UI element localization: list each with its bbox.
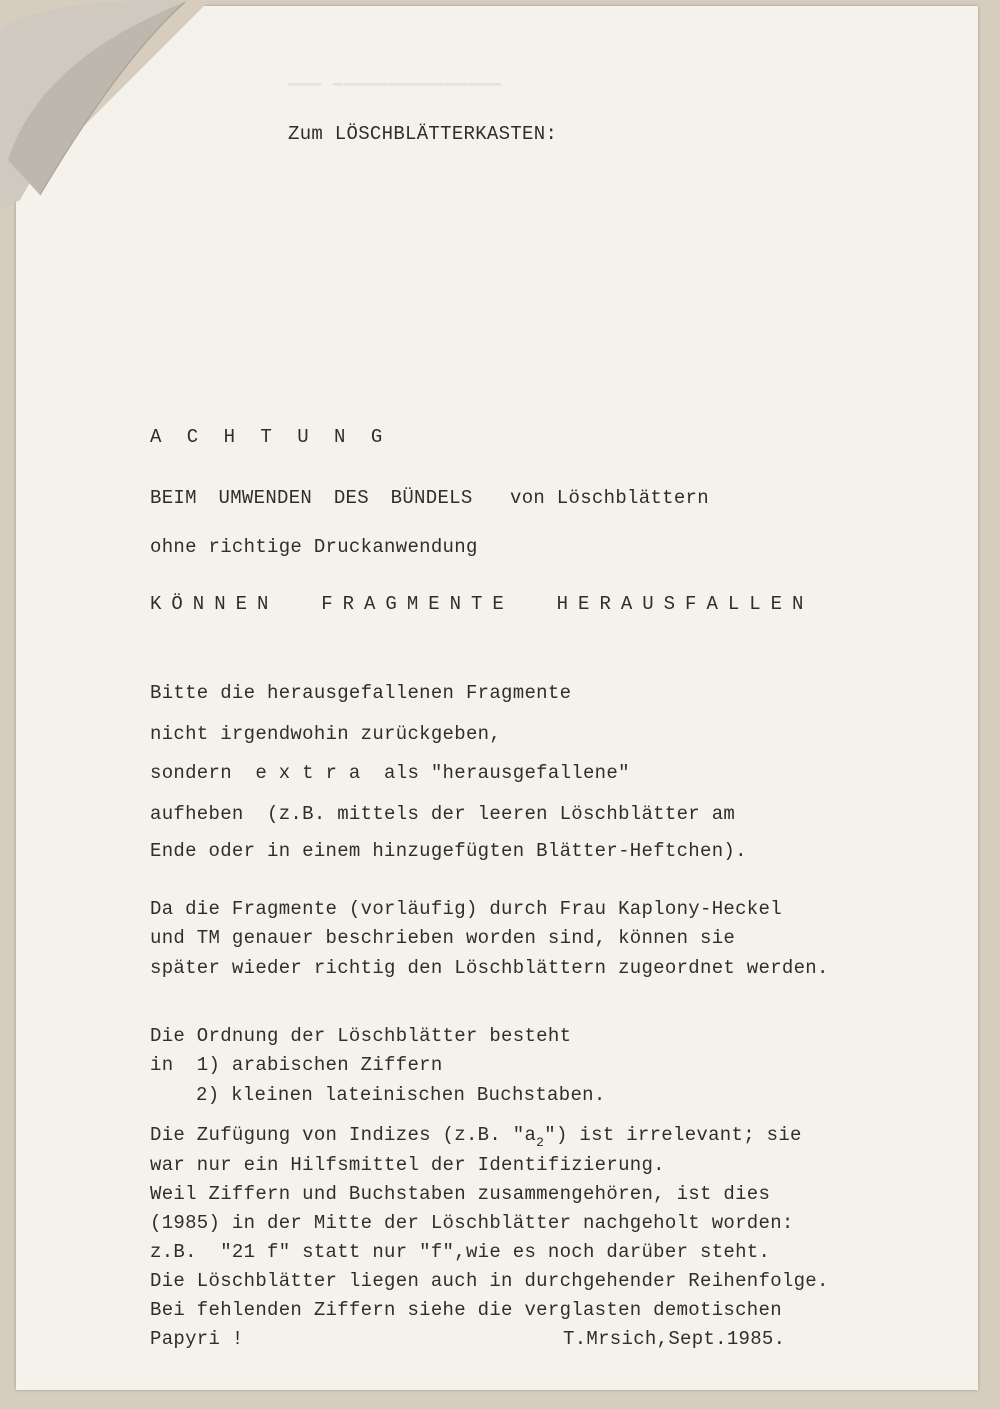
paragraph-line: Bei fehlenden Ziffern siehe die verglasten demotischen [150, 1299, 782, 1321]
warning-line-1b: von Löschblättern [510, 487, 709, 509]
paragraph-line: Die Löschblätter liegen auch in durchgehender Reihenfolge. [150, 1270, 829, 1292]
warning-line-2: ohne richtige Druckanwendung [150, 536, 478, 558]
paragraph-line: (1985) in der Mitte der Löschblätter nachgeholt worden: [150, 1212, 794, 1234]
paragraph-line: z.B. "21 f" statt nur "f",wie es noch darüber steht. [150, 1241, 771, 1263]
paragraph-line: war nur ein Hilfsmittel der Identifizierung. [150, 1154, 665, 1176]
folded-corner [0, 0, 210, 210]
instruction-line: sondern e x t r a als "herausgefallene" [150, 762, 630, 784]
show-through-shadow: ▔▔▔ ▔▔▔▔▔▔▔▔▔▔▔▔▔▔▔ [288, 86, 502, 105]
document-title: Zum LÖSCHBLÄTTERKASTEN: [288, 123, 558, 145]
order-line: in 1) arabischen Ziffern [150, 1054, 443, 1076]
order-line: 2) kleinen lateinischen Buchstaben. [196, 1084, 606, 1106]
index-text-before: Die Zufügung von Indizes (z.B. "a [150, 1124, 537, 1146]
closing-text: Papyri ! [150, 1328, 244, 1350]
paragraph-line [150, 1124, 802, 1150]
instruction-line: Ende oder in einem hinzugefügten Blätter-Heftchen). [150, 840, 747, 862]
warning-line-3: KÖNNEN FRAGMENTE HERAUSFALLEN [150, 593, 814, 615]
index-text-after: ") ist irrelevant; sie [544, 1124, 802, 1146]
instruction-line: nicht irgendwohin zurückgeben, [150, 723, 502, 745]
order-line: Die Ordnung der Löschblätter besteht [150, 1025, 572, 1047]
warning-heading: A C H T U N G [150, 426, 390, 448]
warning-line-1a: BEIM UMWENDEN DES BÜNDELS [150, 487, 473, 509]
paragraph-line: und TM genauer beschrieben worden sind, können sie [150, 927, 736, 949]
instruction-line: Bitte die herausgefallenen Fragmente [150, 682, 572, 704]
instruction-line: aufheben (z.B. mittels der leeren Löschblätter am [150, 803, 736, 825]
signature: T.Mrsich,Sept.1985. [563, 1328, 786, 1350]
index-subscript: 2 [536, 1135, 545, 1150]
paragraph-line: Da die Fragmente (vorläufig) durch Frau Kaplony-Heckel [150, 898, 782, 920]
paragraph-line: später wieder richtig den Löschblättern zugeordnet werden. [150, 957, 829, 979]
paragraph-line: Weil Ziffern und Buchstaben zusammengehören, ist dies [150, 1183, 771, 1205]
